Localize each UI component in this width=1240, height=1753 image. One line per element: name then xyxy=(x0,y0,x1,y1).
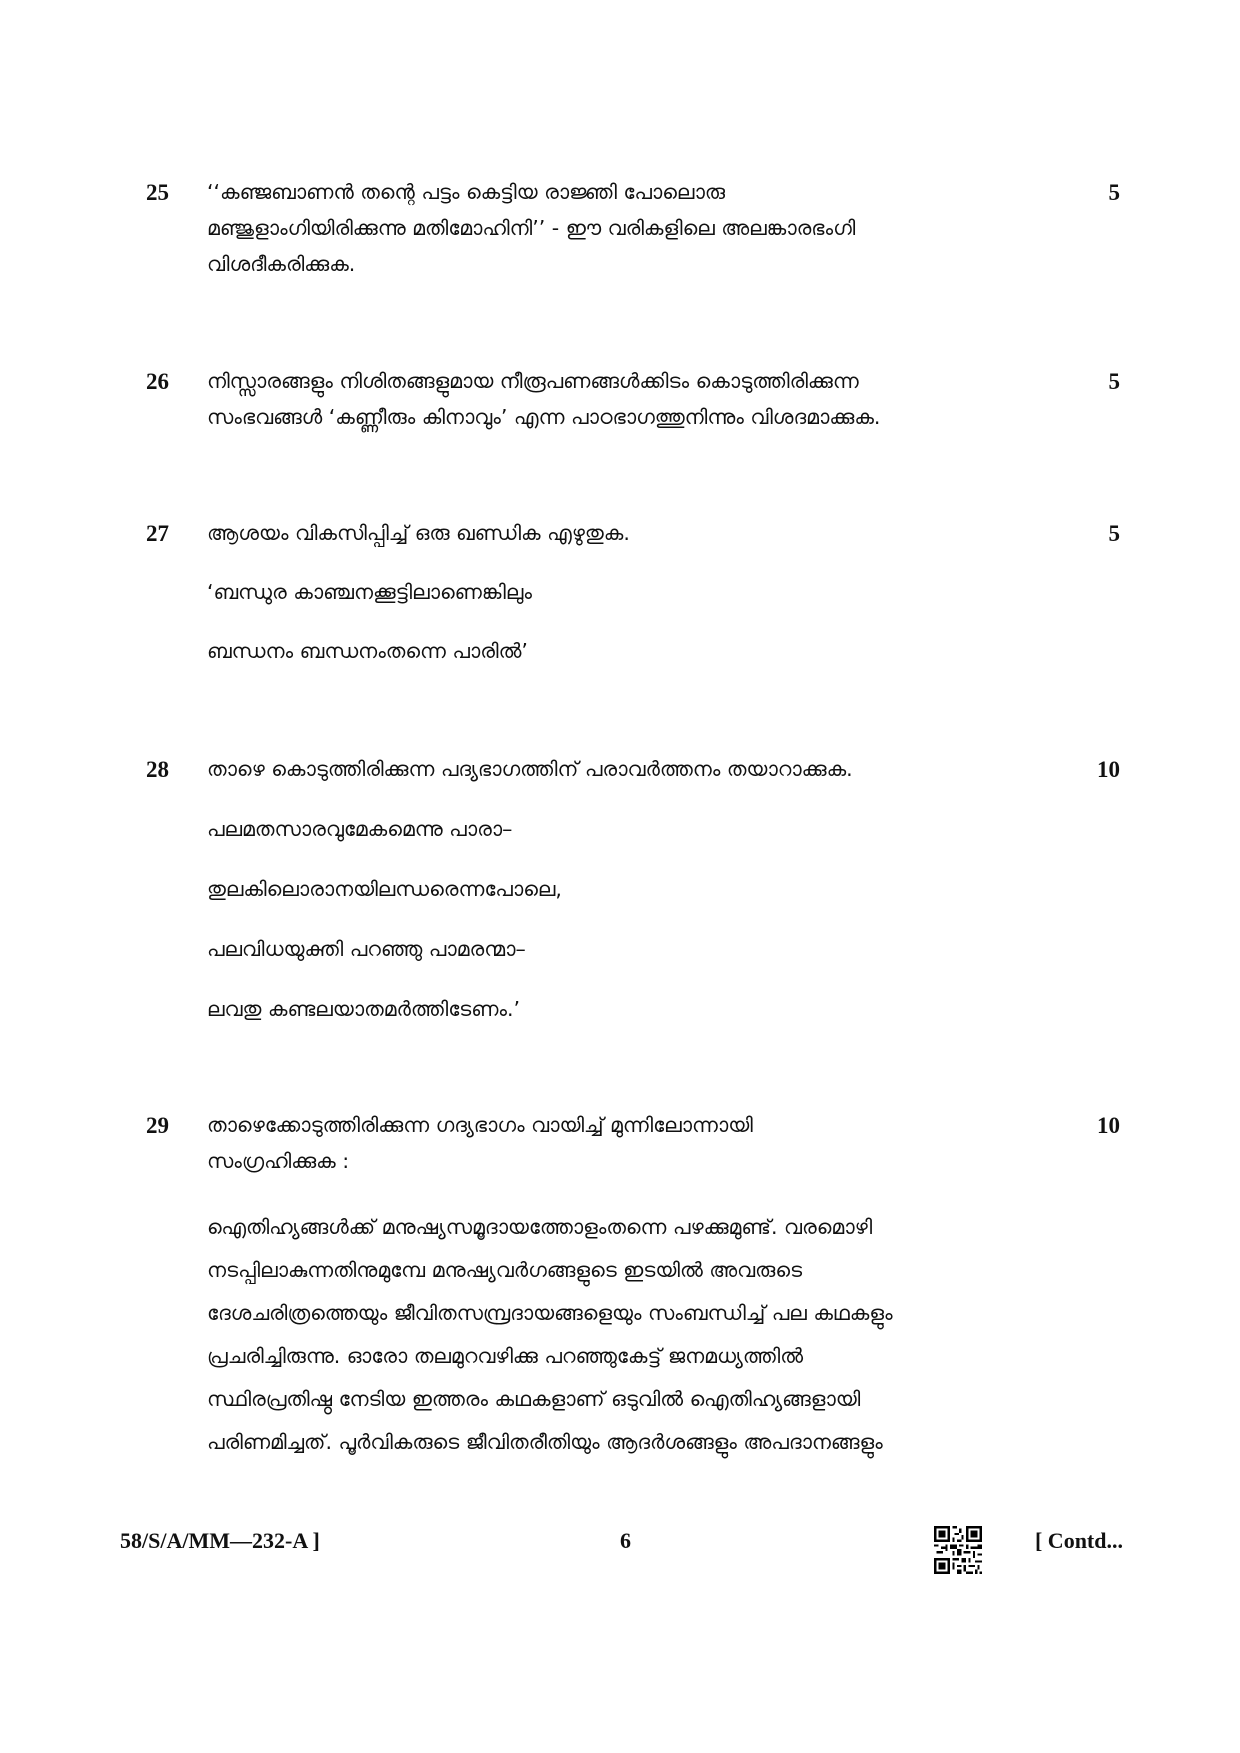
question-marks: 5 xyxy=(1108,180,1120,205)
quote-line: ‘ബന്ധുര കാഞ്ചനക്കൂട്ടിലാണെങ്കിലും xyxy=(207,580,532,604)
question-marks: 5 xyxy=(1108,521,1120,546)
qr-code-icon xyxy=(934,1526,982,1574)
poem-line: പലമതസാരവുമേകമെന്നു പാരാ– xyxy=(207,817,513,841)
question-marks: 10 xyxy=(1097,1113,1120,1138)
question-text-line: മഞ്ജുളാംഗിയിരിക്കുന്നു മതിമോഹിനി’’ - ഈ വരികളിലെ അലങ്കാരഭംഗി xyxy=(207,216,856,240)
question-text-line: നിസ്സാരങ്ങളും നിശിതങ്ങളുമായ നീരൂപണങ്ങൾക്കിടം കൊടുത്തിരിക്കുന്ന xyxy=(207,369,859,393)
question-text-line: താഴെ കൊടുത്തിരിക്കുന്ന പദ്യഭാഗത്തിന് പരാവർത്തനം തയാറാക്കുക. xyxy=(207,757,853,781)
question-number: 28 xyxy=(146,757,169,782)
question-marks: 5 xyxy=(1108,369,1120,394)
question-number: 26 xyxy=(146,369,169,394)
question-number: 25 xyxy=(146,180,169,205)
question-text-line: സംഭവങ്ങൾ ‘കണ്ണീരും കിനാവും’ എന്ന പാഠഭാഗത്തുനിന്നും വിശദമാക്കുക. xyxy=(207,405,881,429)
page-footer xyxy=(0,1528,1240,1568)
question-number: 29 xyxy=(146,1113,169,1138)
passage-line: പരിണമിച്ചത്. പൂർവികരുടെ ജീവിതരീതിയും ആദർശങ്ങളും അപദാനങ്ങളും xyxy=(207,1430,883,1454)
question-text-line: ‘‘കഞ്ജബാണൻ തന്റെ പട്ടം കെട്ടിയ രാജ്ഞി പോലൊരു xyxy=(207,180,725,204)
question-text-line: വിശദീകരിക്കുക. xyxy=(207,252,356,276)
question-marks: 10 xyxy=(1097,757,1120,782)
passage-line: പ്രചരിച്ചിരുന്നു. ഓരോ തലമുറവഴിക്കു പറഞ്ഞുകേട്ട് ജനമധ്യത്തിൽ xyxy=(207,1344,804,1368)
quote-line: ബന്ധനം ബന്ധനംതന്നെ പാരിൽ’ xyxy=(207,639,528,663)
page-number: 6 xyxy=(620,1528,631,1553)
question-text-line: താഴെക്കോടുത്തിരിക്കുന്ന ഗദ്യഭാഗം വായിച്ച് മുന്നിലോന്നായി xyxy=(207,1113,753,1137)
poem-line: പലവിധയുക്തി പറഞ്ഞു പാമരന്മാ– xyxy=(207,937,526,961)
passage-line: നടപ്പിലാകുന്നതിനുമുമ്പേ മനുഷ്യവർഗങ്ങളുടെ ഇടയിൽ അവരുടെ xyxy=(207,1258,803,1282)
question-text-line: സംഗ്രഹിക്കുക : xyxy=(207,1149,350,1173)
passage-line: ദേശചരിത്രത്തെയും ജീവിതസമ്പ്രദായങ്ങളെയും സംബന്ധിച്ച് പല കഥകളും xyxy=(207,1301,893,1325)
question-text-line: ആശയം വികസിപ്പിച്ച് ഒരു ഖണ്ഡിക എഴുതുക. xyxy=(207,521,630,545)
passage-line: ഐതിഹ്യങ്ങൾക്ക് മനുഷ്യസമൂദായത്തോളംതന്നെ പഴക്കുമുണ്ട്. വരമൊഴി xyxy=(207,1215,873,1239)
poem-line: തുലകിലൊരാനയിലന്ധരെന്നപോലെ, xyxy=(207,877,562,901)
question-number: 27 xyxy=(146,521,169,546)
continued-label: [ Contd... xyxy=(1034,1528,1123,1553)
passage-line: സ്ഥിരപ്രതിഷ്ഠ നേടിയ ഇത്തരം കഥകളാണ് ഒടുവിൽ ഐതിഹ്യങ്ങളായി xyxy=(207,1387,861,1411)
poem-line: ലവതു കണ്ടലയാതമർത്തിടേണം.’ xyxy=(207,997,521,1021)
paper-code: 58/S/A/MM—232-A ] xyxy=(120,1528,320,1553)
